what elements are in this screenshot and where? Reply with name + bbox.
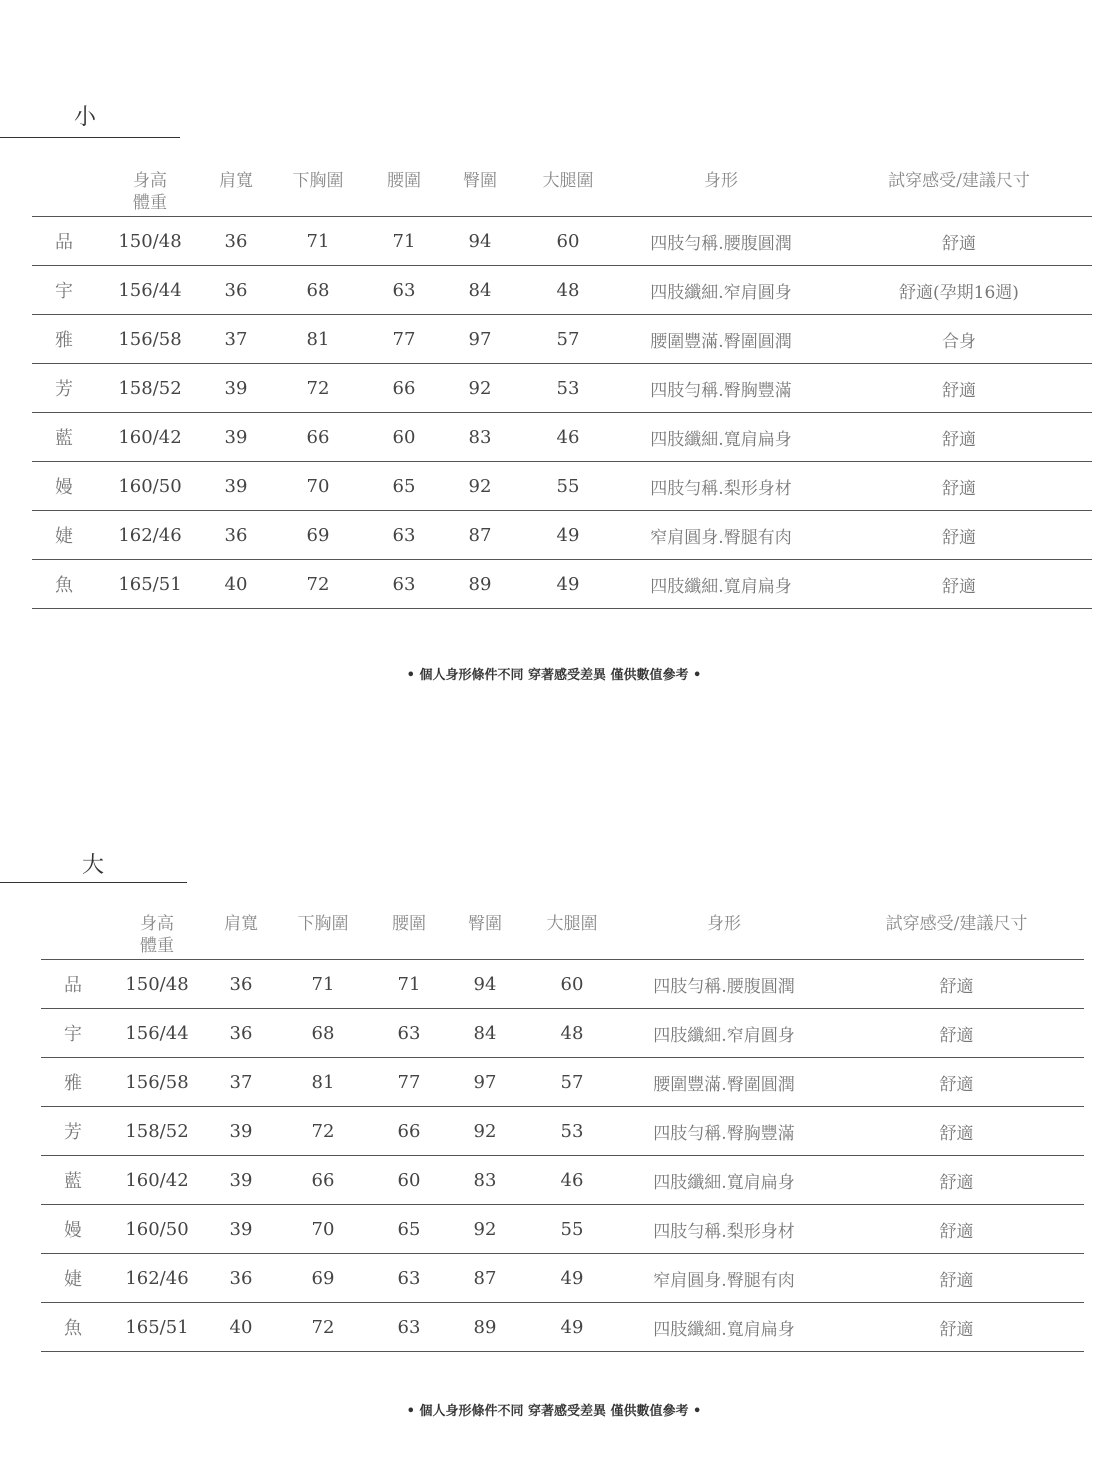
- cell-waist: 65: [368, 462, 440, 511]
- cell-waist: 77: [368, 315, 440, 364]
- cell-hip: 92: [445, 1107, 525, 1156]
- cell-shoulder: 36: [204, 511, 268, 560]
- cell-thigh: 48: [525, 1009, 619, 1058]
- cell-underbust: 72: [273, 1107, 373, 1156]
- header-waist: 腰圍: [368, 160, 440, 217]
- header-weight: 體重: [140, 936, 174, 956]
- cell-fit: 舒適: [829, 1107, 1084, 1156]
- cell-body-shape: 四肢勻稱.腰腹圓潤: [616, 217, 826, 266]
- table-row: [32, 364, 1092, 413]
- cell-height-weight: 160/42: [96, 413, 204, 462]
- cell-fit: 舒適: [829, 1205, 1084, 1254]
- cell-shoulder: 37: [204, 315, 268, 364]
- cell-height-weight: 156/44: [105, 1009, 209, 1058]
- cell-fit: 舒適: [829, 1303, 1084, 1352]
- cell-underbust: 68: [268, 266, 368, 315]
- cell-height-weight: 150/48: [96, 217, 204, 266]
- cell-fit: 舒適: [829, 1009, 1084, 1058]
- cell-hip: 83: [440, 413, 520, 462]
- cell-hip: 83: [445, 1156, 525, 1205]
- cell-fit: 舒適: [829, 1058, 1084, 1107]
- cell-fit: 舒適: [829, 1254, 1084, 1303]
- cell-hip: 89: [440, 560, 520, 609]
- header-height: 身高: [133, 171, 167, 191]
- header-shoulder: 肩寬: [209, 903, 273, 960]
- section-title-rule: [0, 137, 180, 138]
- cell-name: 嫚: [41, 1205, 105, 1254]
- table-row: [41, 1254, 1084, 1303]
- cell-underbust: 70: [268, 462, 368, 511]
- table-row: [41, 1303, 1084, 1352]
- cell-fit: 舒適: [829, 1156, 1084, 1205]
- cell-height-weight: 156/58: [105, 1058, 209, 1107]
- cell-hip: 87: [445, 1254, 525, 1303]
- cell-fit: 舒適: [826, 560, 1092, 609]
- cell-shoulder: 36: [209, 1009, 273, 1058]
- cell-waist: 71: [373, 960, 445, 1009]
- cell-shoulder: 39: [204, 364, 268, 413]
- cell-hip: 92: [445, 1205, 525, 1254]
- header-name: [41, 903, 105, 960]
- section-title-large: 大: [82, 853, 105, 878]
- cell-height-weight: 160/50: [96, 462, 204, 511]
- cell-waist: 63: [373, 1009, 445, 1058]
- cell-waist: 60: [368, 413, 440, 462]
- cell-underbust: 72: [273, 1303, 373, 1352]
- header-thigh: 大腿圍: [525, 903, 619, 960]
- cell-body-shape: 四肢勻稱.臀胸豐滿: [616, 364, 826, 413]
- cell-height-weight: 160/42: [105, 1156, 209, 1205]
- cell-thigh: 49: [525, 1303, 619, 1352]
- cell-underbust: 72: [268, 364, 368, 413]
- header-fit: 試穿感受/建議尺寸: [829, 903, 1084, 960]
- cell-thigh: 53: [525, 1107, 619, 1156]
- cell-hip: 92: [440, 364, 520, 413]
- cell-waist: 60: [373, 1156, 445, 1205]
- cell-name: 魚: [41, 1303, 105, 1352]
- table-row: [32, 462, 1092, 511]
- size-table-small: [32, 160, 1092, 609]
- cell-underbust: 66: [273, 1156, 373, 1205]
- header-body-shape: 身形: [619, 903, 829, 960]
- header-waist: 腰圍: [373, 903, 445, 960]
- cell-thigh: 46: [520, 413, 616, 462]
- table-row: [32, 560, 1092, 609]
- header-weight: 體重: [133, 193, 167, 213]
- cell-fit: 舒適: [826, 462, 1092, 511]
- header-body-shape: 身形: [616, 160, 826, 217]
- table-row: [41, 1107, 1084, 1156]
- cell-thigh: 49: [525, 1254, 619, 1303]
- cell-body-shape: 四肢纖細.寬肩扁身: [616, 413, 826, 462]
- cell-fit: 舒適: [826, 413, 1092, 462]
- cell-shoulder: 39: [204, 413, 268, 462]
- cell-name: 芳: [41, 1107, 105, 1156]
- header-thigh: 大腿圍: [520, 160, 616, 217]
- cell-body-shape: 四肢勻稱.臀胸豐滿: [619, 1107, 829, 1156]
- header-hip: 臀圍: [445, 903, 525, 960]
- cell-name: 藍: [32, 413, 96, 462]
- cell-shoulder: 39: [204, 462, 268, 511]
- cell-name: 藍: [41, 1156, 105, 1205]
- cell-name: 雅: [41, 1058, 105, 1107]
- cell-waist: 66: [373, 1107, 445, 1156]
- table-header-row: [32, 160, 1092, 217]
- table-header-row: [41, 903, 1084, 960]
- cell-waist: 77: [373, 1058, 445, 1107]
- cell-hip: 84: [440, 266, 520, 315]
- cell-name: 品: [41, 960, 105, 1009]
- cell-thigh: 46: [525, 1156, 619, 1205]
- cell-underbust: 68: [273, 1009, 373, 1058]
- header-height-weight: [105, 903, 209, 960]
- cell-hip: 94: [445, 960, 525, 1009]
- cell-height-weight: 165/51: [105, 1303, 209, 1352]
- cell-body-shape: 腰圍豐滿.臀圍圓潤: [619, 1058, 829, 1107]
- cell-underbust: 71: [268, 217, 368, 266]
- cell-name: 芳: [32, 364, 96, 413]
- cell-name: 宇: [32, 266, 96, 315]
- cell-body-shape: 四肢纖細.窄肩圓身: [619, 1009, 829, 1058]
- cell-shoulder: 36: [204, 217, 268, 266]
- cell-hip: 94: [440, 217, 520, 266]
- table-row: [41, 960, 1084, 1009]
- cell-underbust: 66: [268, 413, 368, 462]
- table-row: [41, 1058, 1084, 1107]
- cell-shoulder: 39: [209, 1205, 273, 1254]
- cell-height-weight: 150/48: [105, 960, 209, 1009]
- cell-hip: 87: [440, 511, 520, 560]
- cell-name: 婕: [41, 1254, 105, 1303]
- cell-height-weight: 160/50: [105, 1205, 209, 1254]
- cell-thigh: 57: [520, 315, 616, 364]
- header-fit: 試穿感受/建議尺寸: [826, 160, 1092, 217]
- cell-shoulder: 39: [209, 1156, 273, 1205]
- cell-waist: 63: [368, 560, 440, 609]
- header-underbust: 下胸圍: [268, 160, 368, 217]
- section-title-small: 小: [74, 105, 97, 130]
- cell-thigh: 55: [520, 462, 616, 511]
- cell-height-weight: 165/51: [96, 560, 204, 609]
- cell-body-shape: 窄肩圓身.臀腿有肉: [616, 511, 826, 560]
- cell-hip: 89: [445, 1303, 525, 1352]
- header-name: [32, 160, 96, 217]
- cell-underbust: 71: [273, 960, 373, 1009]
- cell-waist: 65: [373, 1205, 445, 1254]
- cell-underbust: 69: [273, 1254, 373, 1303]
- cell-underbust: 69: [268, 511, 368, 560]
- cell-underbust: 72: [268, 560, 368, 609]
- cell-shoulder: 36: [204, 266, 268, 315]
- cell-body-shape: 腰圍豐滿.臀圍圓潤: [616, 315, 826, 364]
- cell-name: 品: [32, 217, 96, 266]
- cell-shoulder: 40: [204, 560, 268, 609]
- cell-waist: 66: [368, 364, 440, 413]
- cell-thigh: 57: [525, 1058, 619, 1107]
- cell-fit: 舒適: [829, 960, 1084, 1009]
- table-row: [32, 413, 1092, 462]
- cell-name: 雅: [32, 315, 96, 364]
- cell-fit: 舒適(孕期16週): [826, 266, 1092, 315]
- header-hip: 臀圍: [440, 160, 520, 217]
- cell-name: 魚: [32, 560, 96, 609]
- cell-body-shape: 四肢纖細.寬肩扁身: [619, 1156, 829, 1205]
- cell-height-weight: 162/46: [105, 1254, 209, 1303]
- cell-shoulder: 36: [209, 1254, 273, 1303]
- cell-name: 婕: [32, 511, 96, 560]
- cell-underbust: 81: [268, 315, 368, 364]
- cell-waist: 63: [368, 266, 440, 315]
- cell-height-weight: 158/52: [105, 1107, 209, 1156]
- cell-height-weight: 158/52: [96, 364, 204, 413]
- cell-fit: 舒適: [826, 364, 1092, 413]
- cell-body-shape: 四肢勻稱.梨形身材: [619, 1205, 829, 1254]
- cell-name: 嫚: [32, 462, 96, 511]
- cell-underbust: 70: [273, 1205, 373, 1254]
- cell-height-weight: 156/44: [96, 266, 204, 315]
- cell-hip: 84: [445, 1009, 525, 1058]
- cell-fit: 合身: [826, 315, 1092, 364]
- header-height-weight: [96, 160, 204, 217]
- cell-thigh: 60: [520, 217, 616, 266]
- section-title-rule: [0, 882, 187, 883]
- cell-hip: 97: [445, 1058, 525, 1107]
- table-row: [32, 217, 1092, 266]
- cell-waist: 63: [373, 1303, 445, 1352]
- cell-shoulder: 40: [209, 1303, 273, 1352]
- cell-body-shape: 四肢纖細.窄肩圓身: [616, 266, 826, 315]
- table-row: [32, 511, 1092, 560]
- size-table-large: [41, 903, 1084, 1352]
- cell-name: 宇: [41, 1009, 105, 1058]
- cell-shoulder: 39: [209, 1107, 273, 1156]
- header-underbust: 下胸圍: [273, 903, 373, 960]
- disclaimer-note-small: • 個人身形條件不同 穿著感受差異 僅供數值參考 •: [406, 668, 702, 683]
- cell-hip: 92: [440, 462, 520, 511]
- table-row: [32, 315, 1092, 364]
- cell-fit: 舒適: [826, 511, 1092, 560]
- header-height: 身高: [140, 914, 174, 934]
- cell-shoulder: 36: [209, 960, 273, 1009]
- cell-thigh: 49: [520, 560, 616, 609]
- cell-thigh: 60: [525, 960, 619, 1009]
- cell-hip: 97: [440, 315, 520, 364]
- cell-waist: 71: [368, 217, 440, 266]
- cell-thigh: 53: [520, 364, 616, 413]
- cell-shoulder: 37: [209, 1058, 273, 1107]
- cell-thigh: 49: [520, 511, 616, 560]
- cell-thigh: 48: [520, 266, 616, 315]
- table-row: [41, 1205, 1084, 1254]
- cell-body-shape: 四肢勻稱.腰腹圓潤: [619, 960, 829, 1009]
- cell-underbust: 81: [273, 1058, 373, 1107]
- table-row: [32, 266, 1092, 315]
- disclaimer-note-large: • 個人身形條件不同 穿著感受差異 僅供數值參考 •: [406, 1404, 702, 1419]
- cell-fit: 舒適: [826, 217, 1092, 266]
- header-shoulder: 肩寬: [204, 160, 268, 217]
- cell-body-shape: 四肢纖細.寬肩扁身: [619, 1303, 829, 1352]
- cell-body-shape: 窄肩圓身.臀腿有肉: [619, 1254, 829, 1303]
- cell-body-shape: 四肢勻稱.梨形身材: [616, 462, 826, 511]
- table-row: [41, 1156, 1084, 1205]
- cell-waist: 63: [368, 511, 440, 560]
- cell-height-weight: 156/58: [96, 315, 204, 364]
- table-row: [41, 1009, 1084, 1058]
- cell-height-weight: 162/46: [96, 511, 204, 560]
- cell-body-shape: 四肢纖細.寬肩扁身: [616, 560, 826, 609]
- cell-thigh: 55: [525, 1205, 619, 1254]
- cell-waist: 63: [373, 1254, 445, 1303]
